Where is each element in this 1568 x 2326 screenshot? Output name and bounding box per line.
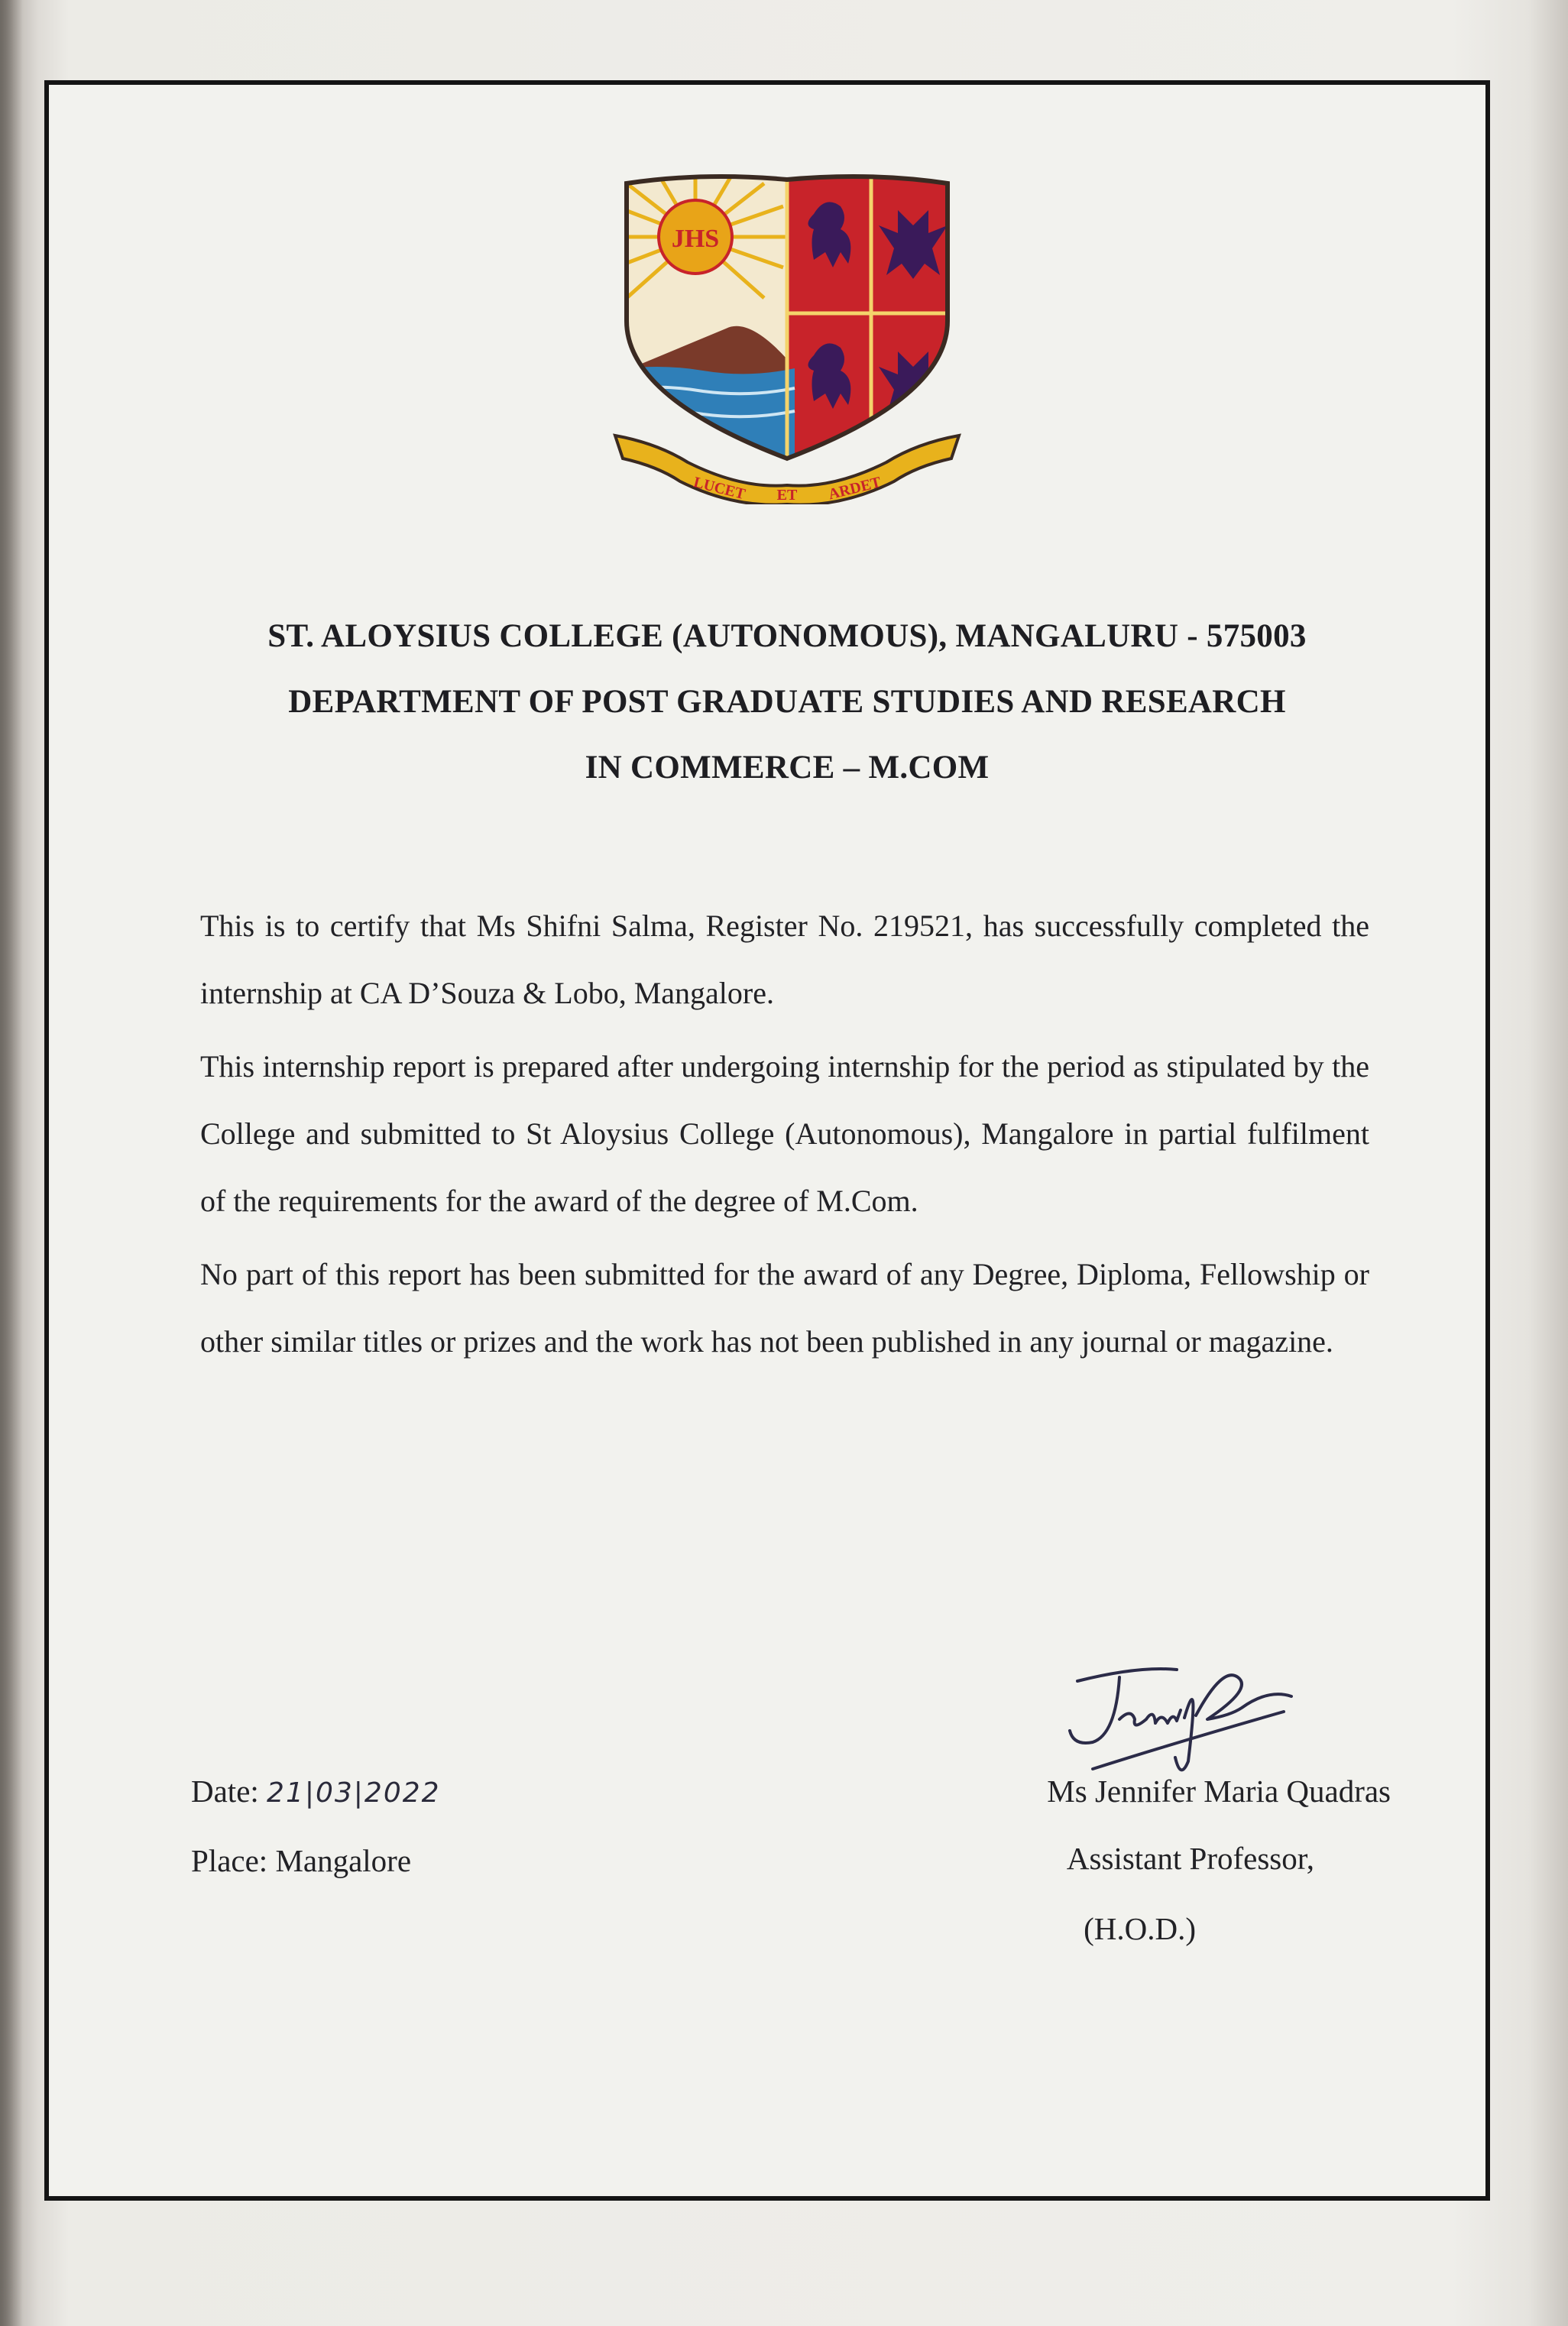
- college-name-heading: ST. ALOYSIUS COLLEGE (AUTONOMOUS), MANGALURU - 575003: [267, 618, 1307, 654]
- program-heading: IN COMMERCE – M.COM: [585, 750, 990, 786]
- date-label: Date:: [191, 1774, 259, 1809]
- department-heading: DEPARTMENT OF POST GRADUATE STUDIES AND RESEARCH: [288, 684, 1286, 720]
- originality-paragraph: No part of this report has been submitted for the award of any Degree, Diploma, Fellowship or other similar titles or prizes and the work has not been published in any journal or magazine.: [200, 1257, 1369, 1359]
- place-line: [191, 1827, 441, 1894]
- crest-motto-right: ARDET: [826, 474, 883, 504]
- place-label: Place:: [191, 1843, 268, 1878]
- signatory-block: [902, 1757, 1391, 1962]
- signatory-name: Ms Jennifer Maria Quadras: [1047, 1774, 1391, 1809]
- date-place-block: [191, 1757, 441, 1894]
- college-crest-logo: [611, 168, 963, 504]
- certificate-body: [200, 892, 1369, 1382]
- place-value: Mangalore: [275, 1843, 412, 1878]
- date-line: [191, 1757, 441, 1827]
- date-value: 21|03|2022: [267, 1777, 441, 1809]
- crest-motto-center: ET: [776, 487, 798, 504]
- college-header: [153, 604, 1421, 801]
- crest-motto-left: LUCET: [692, 474, 747, 504]
- certification-paragraph: This is to certify that Ms Shifni Salma, Register No. 219521, has successfully completed the internship at CA D’Souza & Lobo, Mangalore.: [200, 909, 1369, 1010]
- report-purpose-paragraph: This internship report is prepared after undergoing internship for the period as stipulated by the College and submitted to St Aloysius College (Autonomous), Mangalore in partial fulfilment of the requirements for the award of the degree of M.Com.: [200, 1049, 1369, 1218]
- signatory-title: Assistant Professor,: [1066, 1841, 1314, 1876]
- binding-shadow: [0, 0, 23, 2326]
- signatory-role: (H.O.D.): [1084, 1911, 1196, 1946]
- crest-monogram: JHS: [671, 225, 720, 253]
